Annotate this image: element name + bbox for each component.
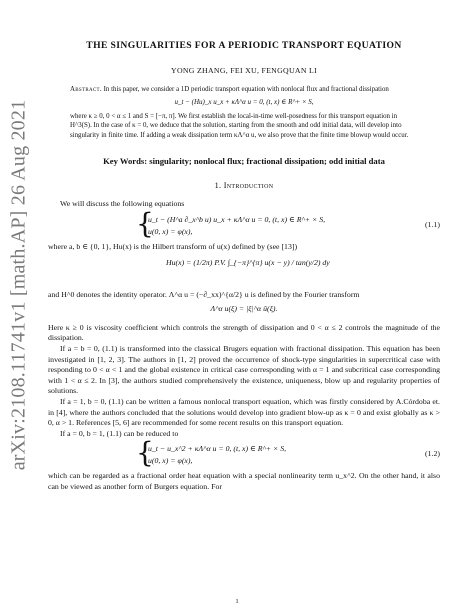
body-text bbox=[48, 199, 440, 493]
left-brace: { bbox=[136, 206, 154, 240]
arxiv-stamp bbox=[4, 99, 34, 471]
hilbert-equation bbox=[48, 256, 440, 286]
keywords: Key Words: singularity; nonlocal flux; fractional dissipation; odd initial data bbox=[103, 156, 385, 167]
paper-authors: YONG ZHANG, FEI XU, FENGQUAN LI bbox=[171, 66, 317, 75]
fourier-equation: Λ^α u(ξ) = |ξ|^α û(ξ). bbox=[210, 303, 278, 313]
paragraph-2: where a, b ∈ {0, 1}, Hu(x) is the Hilbert transform of u(x) defined by (see [13]) bbox=[48, 241, 298, 251]
paper-title: THE SINGULARITIES FOR A PERIODIC TRANSPORT EQUATION bbox=[86, 40, 402, 51]
abstract-equation: u_t − (Hu)_x u_x + κΛ^α u = 0, (t, x) ∈ R^+ × S, bbox=[174, 98, 314, 107]
equation-1-2-line-2: u(0, x) = φ(x), bbox=[148, 456, 193, 466]
paragraph-4: Here κ ≥ 0 is viscosity coefficient which controls the strength of dissipation and 0 < α ≤ 2 controls the magnitude of the dissipation. bbox=[48, 322, 440, 343]
arxiv-id: arXiv:2108.11741v1 [math.AP] 26 Aug 2021 bbox=[7, 99, 30, 471]
hilbert-formula: Hu(x) = (1/2π) P.V. ∫_{−π}^{π} u(x − y) / tan(y/2) dy bbox=[166, 258, 330, 268]
paragraph-3: and H^0 denotes the identity operator. Λ^α u = (−∂_xx)^{α/2} u is defined by the Fourier transform bbox=[48, 290, 360, 300]
abstract-intro: In this paper, we consider a 1D periodic transport equation with nonlocal flux and fractional dissipation bbox=[103, 86, 389, 93]
paragraph-5: If a = b = 0, (1.1) is transformed into the classical Brugers equation with fractional dissipation. This equation has been investigated in [1, 2, 3]. The authors in [1, 2] proved the occurrence of shock-type singularities in supercritical case with responding to 0 < α < 1 and the global existence in critical case corresponding with α = 1 and subcritical case corresponding with 1 < α ≤ 2. In [3], the authors studied comprehensively the existence, uniqueness, blow up and regularity properties of solutions. bbox=[48, 344, 440, 396]
paper-content bbox=[48, 40, 440, 493]
equation-1-1-line-2: u(0, x) = φ(x), bbox=[148, 226, 193, 236]
abstract-body: where κ ≥ 0, 0 < α ≤ 1 and S = [−π, π]. We first establish the local-in-time well-posedness for this transport equation in H^3(S). In the case of κ = 0, we deduce that the solution, starting from the smooth and odd initial data, will develop into singularity in finite time. If adding a weak dissipation term κΛ^α u, we also prove that the finite time blowup would occur. bbox=[70, 112, 409, 139]
equation-1-2-line-1: u_t − u_x^2 + κΛ^α u = 0, (t, x) ∈ R^+ × S, bbox=[148, 444, 287, 454]
left-brace: { bbox=[136, 436, 154, 470]
paragraph-8: which can be regarded as a fractional order heat equation with a special nonlinearity term u_x^2. On the other hand, it also can be viewed as another form of Burgers equation. For bbox=[48, 471, 440, 491]
abstract-label: Abstract. bbox=[70, 86, 102, 93]
paragraph-1: We will discuss the following equations bbox=[60, 199, 185, 209]
page-number: 1 bbox=[235, 598, 239, 605]
equation-number: (1.1) bbox=[425, 219, 440, 229]
abstract bbox=[70, 85, 418, 140]
equation-number: (1.2) bbox=[425, 449, 440, 459]
paragraph-7: If a = 0, b = 1, (1.1) can be reduced to bbox=[60, 428, 179, 438]
equation-1-1 bbox=[48, 206, 440, 240]
paragraph-6: If a = 1, b = 0, (1.1) can be written a famous nonlocal transport equation, which was firstly considered by A.Córdoba et. in [4], where the authors concluded that the solutions would develop into gradient blow-up as κ = 0 and exist globally as κ > 0, α > 1. References [5, 6] are recommended for some recent results on this transport equation. bbox=[48, 396, 440, 428]
equation-1-1-line-1: u_t − (H^a ∂_x^b u) u_x + κΛ^α u = 0, (t, x) ∈ R^+ × S, bbox=[148, 214, 326, 224]
section-title: 1. Introduction bbox=[214, 181, 274, 191]
equation-1-2 bbox=[48, 436, 440, 470]
